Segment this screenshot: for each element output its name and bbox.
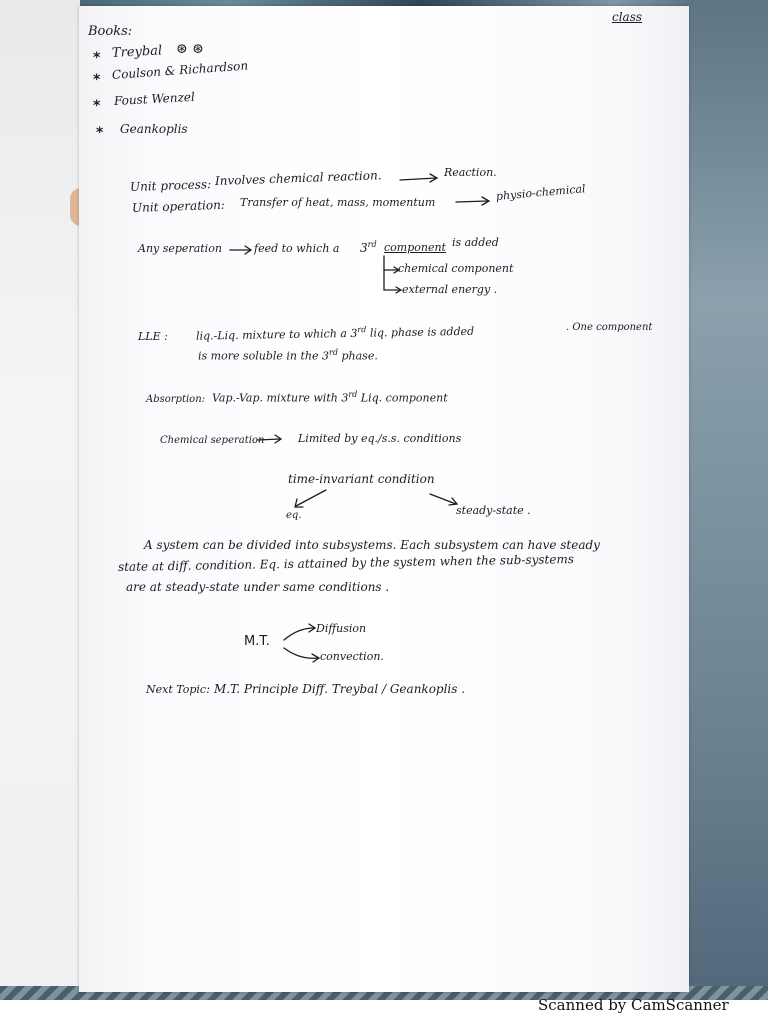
mt-branch-2: convection.: [320, 650, 384, 663]
notebook-page: [79, 6, 689, 992]
time-invariant-title: time-invariant condition: [288, 472, 435, 486]
lle-line2-b: phase.: [341, 349, 378, 363]
next-topic-label: Next Topic: [146, 683, 207, 696]
separation-branch-2: external energy .: [402, 283, 498, 296]
next-topic: [146, 682, 465, 696]
separation-third: [360, 240, 377, 255]
unit-process-label: Unit process:: [129, 177, 212, 194]
book-item-1: Treybal: [111, 43, 163, 61]
lle-sup: rd: [357, 325, 367, 335]
chemical-separation-text: Limited by eq./s.s. conditions: [298, 432, 462, 445]
unit-process-result: Reaction.: [444, 166, 497, 179]
unit-process-text: Involves chemical reaction.: [214, 168, 382, 188]
background-left: [0, 0, 80, 1000]
system-line-1: A system can be divided into subsystems. Each subsystem can have steady: [144, 538, 600, 552]
lle-line2-sup: rd: [329, 348, 338, 357]
lle-label: LLE :: [138, 330, 168, 343]
bullet-star-icon: *: [93, 98, 101, 114]
books-heading: Books:: [88, 24, 133, 39]
absorption-text: [212, 390, 448, 405]
lle-three: 3: [346, 326, 358, 341]
system-line-3: are at steady-state under same conditions .: [126, 580, 390, 594]
scanner-footer: Scanned by CamScanner: [538, 996, 729, 1014]
third-sup: rd: [367, 240, 377, 249]
mt-branch-1: Diffusion: [316, 622, 367, 635]
separation-branch-1: chemical component: [398, 262, 514, 275]
bullet-star-icon: *: [96, 125, 104, 141]
background-right: [688, 0, 768, 1000]
absorption-sup: rd: [348, 390, 358, 399]
book-item-2: Coulson & Richardson: [111, 58, 249, 82]
unit-operation-label: Unit operation:: [131, 197, 226, 215]
book-item-4: Geankoplis: [120, 122, 188, 136]
absorption-text-a: Vap.-Vap. mixture with 3: [212, 391, 349, 405]
separation-text-b: is added: [452, 236, 499, 249]
circled-star-icons: ⊛ ⊛: [176, 41, 204, 57]
chemical-separation-label: Chemical seperation: [160, 435, 265, 446]
time-invariant-right: steady-state .: [456, 504, 531, 517]
lle-line2: [198, 348, 378, 363]
bullet-star-icon: *: [93, 50, 101, 66]
book-item-3: Foust Wenzel: [113, 89, 196, 108]
time-invariant-left: eq.: [286, 510, 302, 521]
lle-text: liq.-Liq. mixture to which a: [195, 327, 348, 343]
mt-label: M.T.: [244, 634, 270, 649]
class-tag: class: [612, 10, 643, 24]
separation-lead: Any seperation: [138, 242, 222, 255]
next-topic-text: : M.T. Principle Diff. Treybal / Geankoplis .: [206, 682, 466, 696]
absorption-label: Absorption:: [146, 394, 206, 405]
absorption-text-b: Liq. component: [360, 391, 448, 405]
third-number: 3: [360, 241, 368, 255]
bullet-star-icon: *: [93, 72, 101, 88]
unit-operation-text: Transfer of heat, mass, momentum: [240, 196, 436, 209]
lle-text-b: liq. phase is added: [369, 324, 475, 340]
separation-component: component: [384, 241, 446, 254]
separation-text-a: feed to which a: [254, 242, 340, 255]
lle-line1-c: . One component: [566, 322, 653, 333]
unit-operation-result: physio-chemical: [495, 182, 587, 203]
lle-line2-text: is more soluble in the 3: [198, 349, 330, 363]
system-line-2: state at diff. condition. Eq. is attained by the system when the sub-systems: [117, 552, 575, 574]
